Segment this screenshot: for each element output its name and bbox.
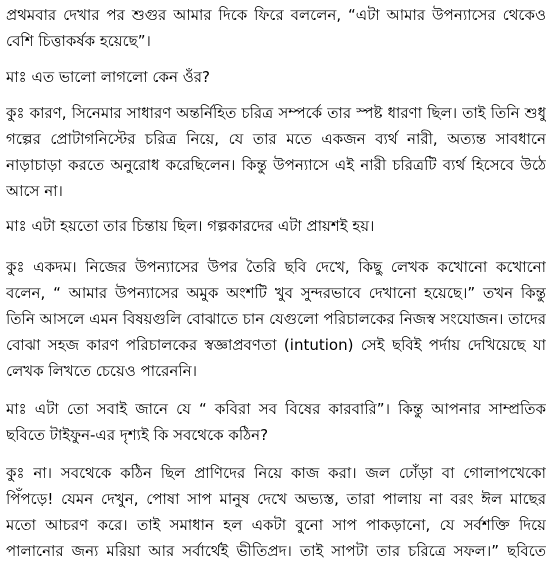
paragraph-answer-3	[6, 460, 546, 564]
text-line: নাড়াচাড়া করতে অনুরোধ করেছিলেন। কিন্তু উপন্যাসে এই নারী চরিত্রটি ব্যর্থ হিসেবে উঠে	[6, 156, 546, 174]
paragraph-intro	[6, 2, 546, 54]
text-line: পিঁপড়ে! যেমন দেখুন, পোষা সাপ মানুষ দেখে অভ্যস্ত, তারা পালায় না বরং ঈল মাছের	[6, 490, 546, 508]
text-line: ছবিতে টাইফুন-এর দৃশ্যই কি সবথেকে কঠিন?	[6, 426, 269, 444]
text-line: বলেন, “ আমার উপন্যাসের অমুক অংশটি খুব সুন্দরভাবে দেখানো হয়েছে।” তখন কিন্তু	[6, 284, 546, 302]
text-line: আসে না।	[6, 182, 63, 200]
paragraph-question-1	[6, 64, 546, 90]
paragraph-question-2	[6, 213, 546, 239]
paragraph-answer-1	[6, 100, 546, 204]
text-line: মাঃ এত ভালো লাগলো কেন ওঁর?	[6, 68, 210, 86]
text-line: মাঃ এটা তো সবাই জানে যে “ কবিরা সব বিষের কারবারি”। কিন্তু আপনার সাম্প্রতিক	[6, 400, 546, 418]
text-line: কুঃ কারণ, সিনেমার সাধারণ অন্তর্নিহিত চরিত্র সম্পর্কে তার স্পষ্ট ধারণা ছিল। তাই তিনি শুধু	[6, 104, 546, 122]
text-line: লেখক লিখতে চেয়েও পারেননি।	[6, 362, 197, 380]
text-line: তিনি আসলে এমন বিষয়গুলি বোঝাতে চান যেগুলো পরিচালকের নিজস্ব সংযোজন। তাদের	[6, 310, 546, 328]
text-line: কুঃ না। সবথেকে কঠিন ছিল প্রাণিদের নিয়ে কাজ করা। জল ঢোঁড়া বা গোলাপখেকো	[6, 464, 546, 482]
text-line: মতো আচরণ করে। তাই সমাধান হল একটা বুনো সাপ পাকড়ানো, যে সর্বশক্তি দিয়ে	[6, 516, 546, 534]
text-line: বোঝা সহজ কারণ পরিচালকের স্বজ্ঞাপ্রবণতা (intution) সেই ছবিই পর্দায় দেখিয়েছে যা	[6, 336, 546, 354]
text-line: পালানোর জন্য মরিয়া আর সর্বার্থেই ভীতিপ্রদ। তাই সাপটা তার চরিত্রে সফল।” ছবিতে	[6, 542, 546, 560]
text-line: মাঃ এটা হয়তো তার চিন্তায় ছিল। গল্পকারদের এটা প্রায়শই হয়।	[6, 217, 375, 235]
paragraph-question-3	[6, 396, 546, 448]
text-line: প্রথমবার দেখার পর শুগুর আমার দিকে ফিরে বললেন, “এটা আমার উপন্যাসের থেকেও	[6, 6, 546, 24]
paragraph-answer-2	[6, 254, 546, 384]
text-line: গল্পের প্রোটাগনিস্টের চরিত্র নিয়ে, যে তার মতে একজন ব্যর্থ নারী, অত্যন্ত সাবধানে	[6, 130, 546, 148]
text-line: বেশি চিত্তাকর্ষক হয়েছে”।	[6, 32, 151, 50]
text-line: কুঃ একদম। নিজের উপন্যাসের উপর তৈরি ছবি দেখে, কিছু লেখক কখোনো কখোনো	[6, 258, 546, 276]
